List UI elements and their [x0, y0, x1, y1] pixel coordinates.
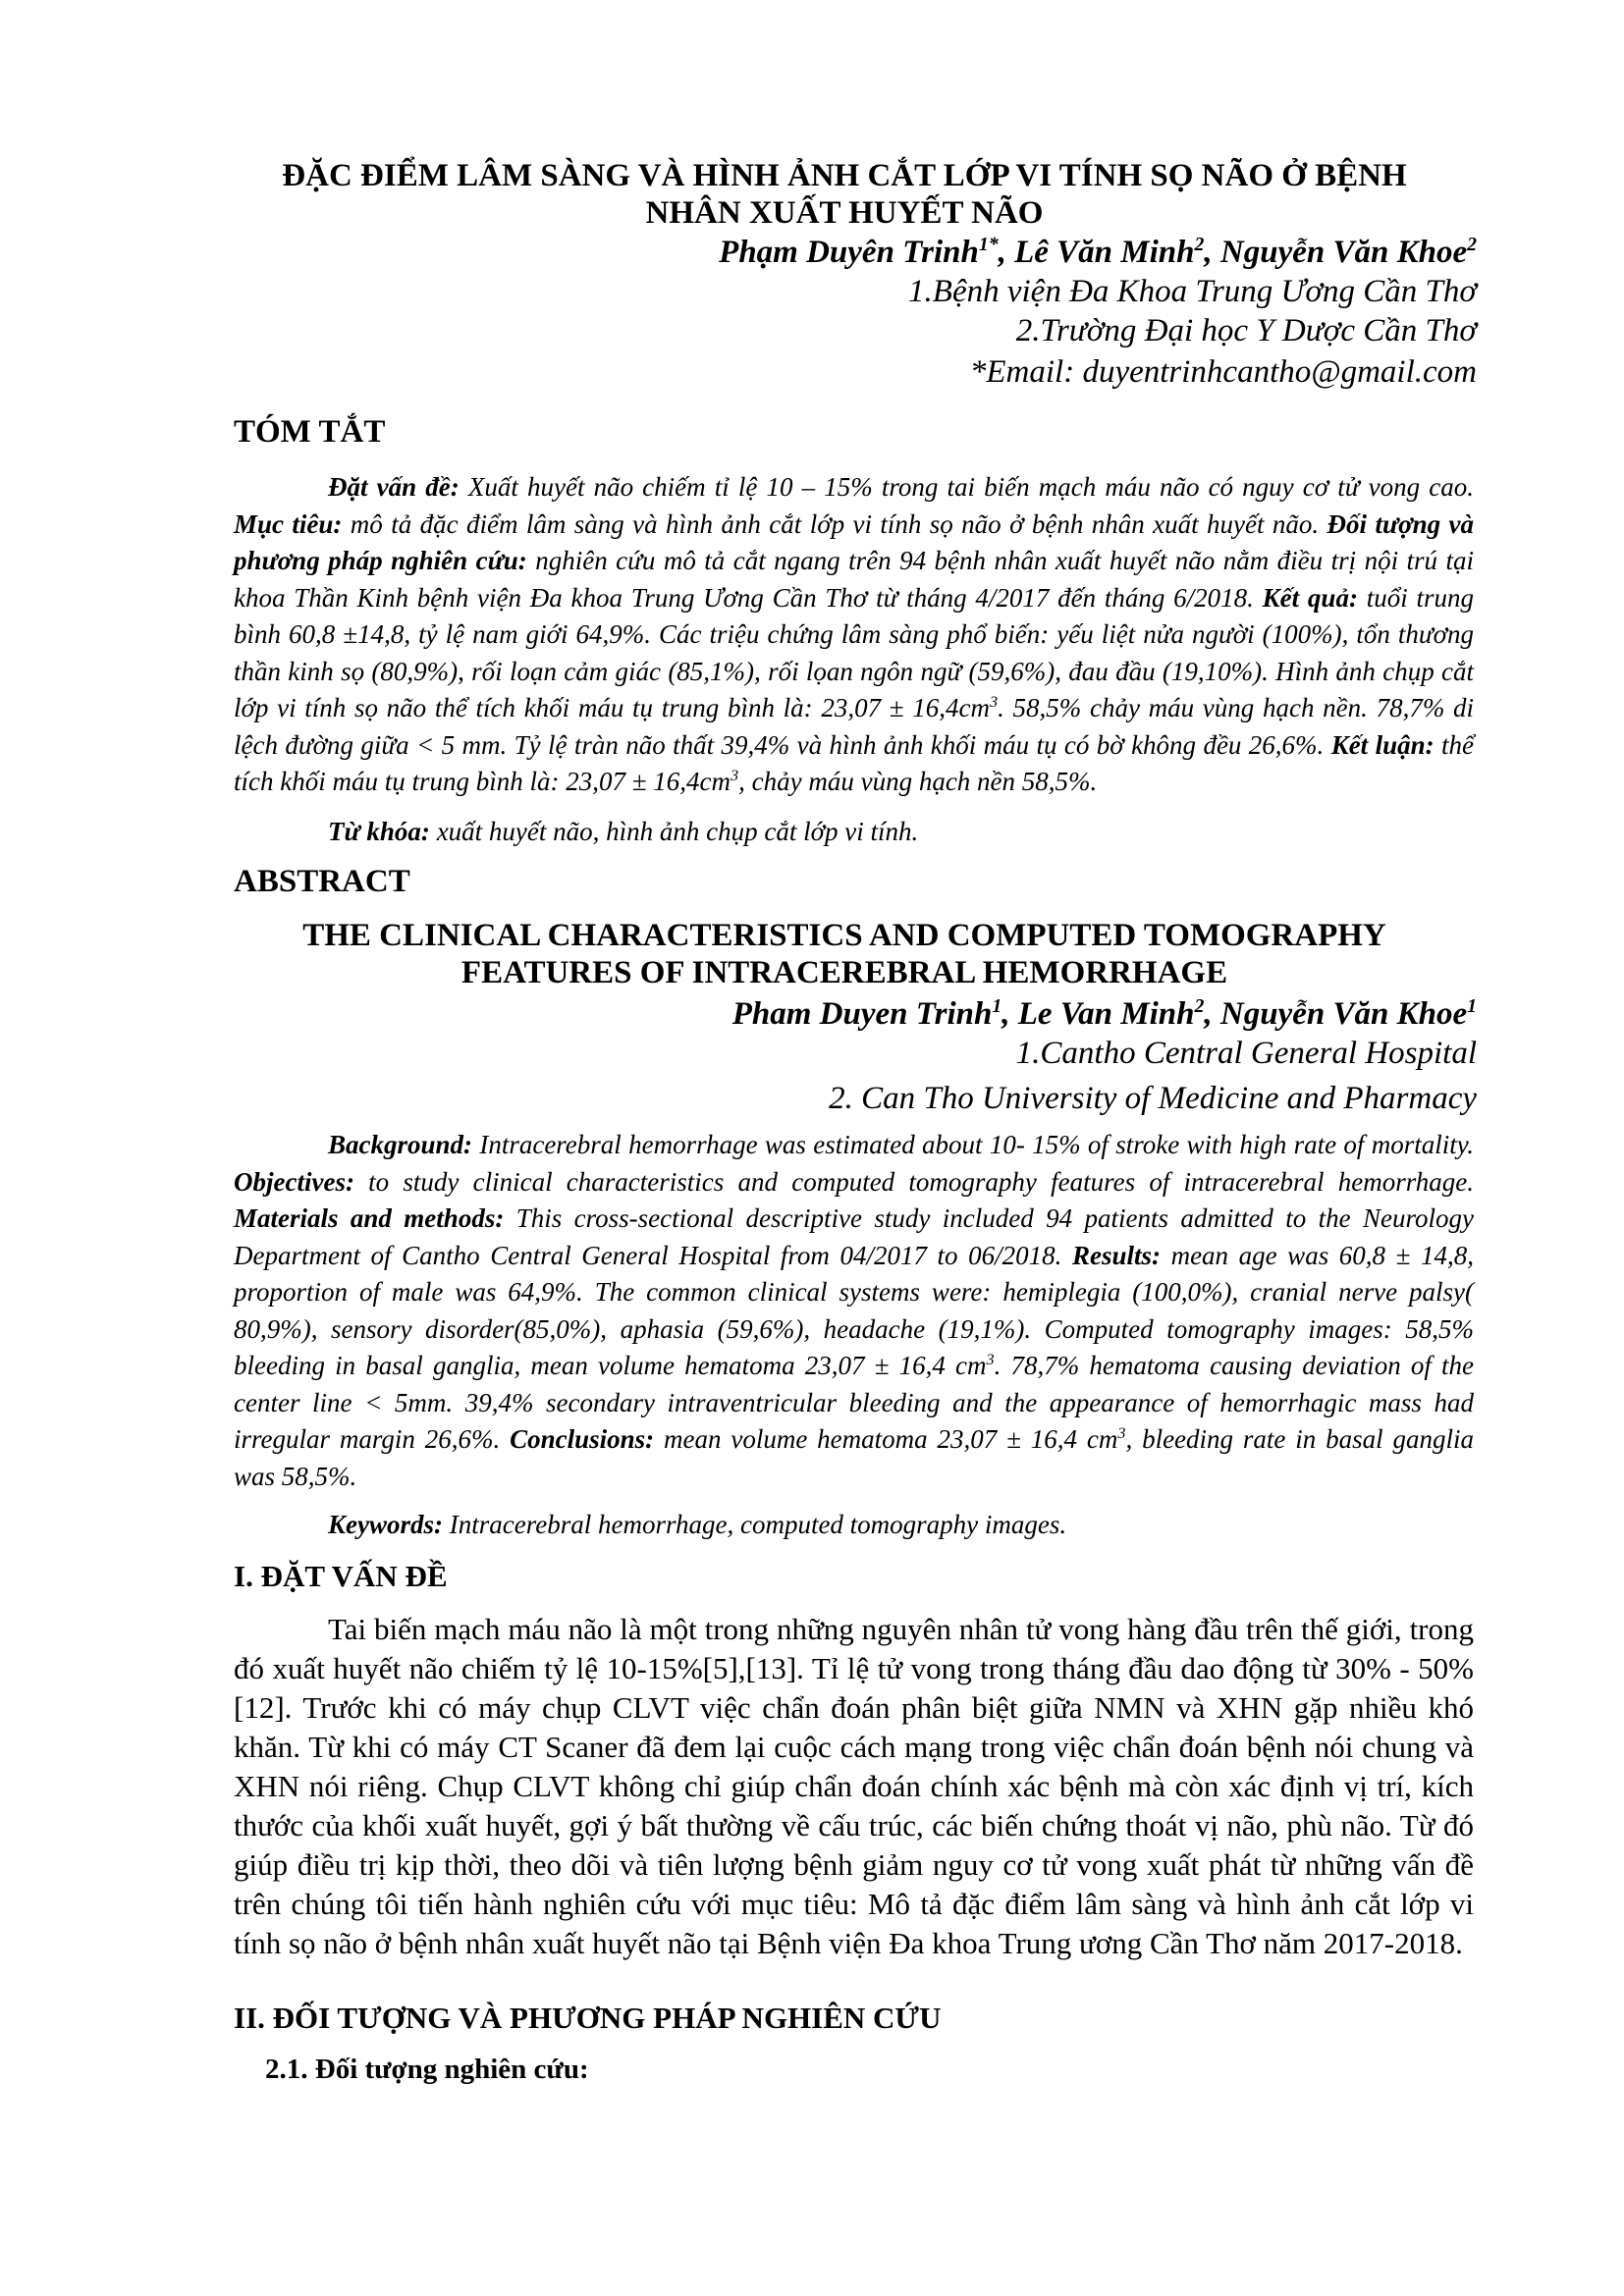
summary-text: Xuất huyết não chiếm tỉ lệ 10 – 15% trong tai biến mạch máu não có nguy cơ tử vong cao. [459, 472, 1474, 502]
title-vi-line-1: ĐẶC ĐIỂM LÂM SÀNG VÀ HÌNH ẢNH CẮT LỚP VI TÍNH SỌ NÃO Ở BỆNH [282, 158, 1407, 193]
abstract-label-background: Background: [328, 1130, 473, 1159]
author-separator: , [998, 235, 1015, 270]
author-separator: , [1001, 996, 1018, 1032]
abstract-label-objectives: Objectives: [234, 1166, 354, 1197]
author-3: Nguyễn Văn Khoe [1219, 235, 1468, 270]
keywords-vi [328, 817, 918, 847]
affiliation-en-1: 1.Cantho Central General Hospital [1015, 1036, 1477, 1071]
author-1-affil: 1 [992, 995, 1002, 1017]
abstract-label-methods: Materials and methods: [234, 1203, 505, 1233]
title-en [216, 917, 1473, 991]
author-2: Le Van Minh [1017, 996, 1195, 1032]
summary-text: nghiên cứu mô tả cắt ngang trên 94 bệnh nhân xuất huyết não nằm điều trị nội trú tại khoa Thần Kinh bệnh viện Đa khoa Trung Ương Cần Thơ từ tháng 4/2017 đến tháng 6/2018. [234, 546, 1474, 613]
summary-label-results: Kết quả: [1262, 582, 1358, 613]
author-1: Pham Duyen Trinh [731, 996, 993, 1032]
abstract-heading: ABSTRACT [234, 864, 410, 899]
title-en-line-1: THE CLINICAL CHARACTERISTICS AND COMPUTED TOMOGRAPHY [302, 918, 1386, 953]
abstract-text: mean age was 60,8 ± 14,8, proportion of male was 64,9%. The common clinical systems were: hemiplegia (100,0%), cranial nerve palsy( 80,9%), sensory disorder(85,0%), aphasia (59,6%), headache (19,1%). Computed tomography images: 58,5% bleeding in basal ganglia, mean volume hematoma 23,07 ± 16,4 cm [234, 1240, 1474, 1380]
abstract-label-conclusions: Conclusions: [510, 1424, 655, 1454]
title-vi-line-2: NHÂN XUẤT HUYẾT NÃO [645, 195, 1044, 231]
affiliation-en-2: 2. Can Tho University of Medicine and Pharmacy [829, 1081, 1477, 1116]
abstract-label-results: Results: [1071, 1240, 1161, 1270]
affiliation-vi-1: 1.Bệnh viện Đa Khoa Trung Ương Cần Thơ [908, 274, 1477, 309]
author-separator: , [1204, 235, 1220, 270]
superscript: 3 [731, 767, 739, 784]
author-3-affil: 1 [1467, 995, 1477, 1017]
summary-label-methods: Đối tượng và phương pháp nghiên cứu: [234, 508, 1475, 575]
abstract-text: to study clinical characteristics and computed tomography features of intracerebral hemorrhage. [353, 1166, 1474, 1197]
summary-text: . 58,5% chảy máu vùng hạch nền. 78,7% di lệch đường giữa < 5 mm. Tỷ lệ tràn não thất 39,4% và hình ảnh khối máu tụ có bờ không đều 26,6%. [234, 693, 1475, 760]
author-3-affil: 2 [1467, 234, 1477, 255]
section-2-heading: II. ĐỐI TƯỢNG VÀ PHƯƠNG PHÁP NGHIÊN CỨU [234, 2001, 942, 2035]
summary-paragraph [234, 469, 1474, 801]
section-1-paragraph: Tai biến mạch máu não là một trong những nguyên nhân tử vong hàng đầu trên thế giới, trong đó xuất huyết não chiếm tỷ lệ 10-15%[5],[13]. Tỉ lệ tử vong trong tháng đầu dao động từ 30% - 50% [12]. Trước khi có máy chụp CLVT việc chẩn đoán phân biệt giữa NMN và XHN gặp nhiều khó khăn. Từ khi có máy CT Scaner đã đem lại cuộc cách mạng trong việc chẩn đoán bệnh nói chung và XHN nói riêng. Chụp CLVT không chỉ giúp chẩn đoán chính xác bệnh mà còn xác định vị trí, kích thước của khối xuất huyết, gợi ý bất thường về cấu trúc, các biến chứng thoát vị não, phù não. Từ đó giúp điều trị kịp thời, theo dõi và tiên lượng bệnh giảm nguy cơ tử vong xuất phát từ những vấn đề trên chúng tôi tiến hành nghiên cứu với mục tiêu: Mô tả đặc điểm lâm sàng và hình ảnh cắt lớp vi tính sọ não ở bệnh nhân xuất huyết não tại Bệnh viện Đa khoa Trung ương Cần Thơ năm 2017-2018. [234, 1612, 1474, 1960]
author-1-affil: 1* [978, 234, 999, 255]
keywords-vi-label: Từ khóa: [328, 817, 430, 846]
author-2-affil: 2 [1194, 995, 1205, 1017]
superscript: 3 [1117, 1424, 1126, 1442]
authors-en [732, 995, 1477, 1033]
affiliation-vi-2: 2.Trường Đại học Y Dược Cần Thơ [1015, 313, 1477, 348]
title-en-line-2: FEATURES OF INTRACEREBRAL HEMORRHAGE [460, 955, 1228, 990]
summary-label-objectives: Mục tiêu: [234, 508, 343, 539]
abstract-text: mean volume hematoma 23,07 ± 16,4 cm [654, 1424, 1118, 1454]
abstract-text: . 78,7% hematoma causing deviation of the center line < 5mm. 39,4% secondary intraventricular bleeding and the appearance of hemorrhagic mass had irregular margin 26,6%. [234, 1351, 1474, 1454]
abstract-text: , bleeding rate in basal ganglia was 58,5%. [234, 1424, 1474, 1491]
summary-text: , chảy máu vùng hạch nền 58,5%. [738, 767, 1098, 796]
author-1: Phạm Duyên Trinh [719, 235, 979, 270]
superscript: 3 [986, 1351, 995, 1368]
keywords-vi-text: xuất huyết não, hình ảnh chụp cắt lớp vi tính. [429, 817, 919, 846]
author-2-affil: 2 [1194, 234, 1205, 255]
summary-text: thể tích khối máu tụ trung bình là: 23,07 ± 16,4cm [234, 729, 1474, 796]
author-3: Nguyễn Văn Khoe [1219, 996, 1468, 1032]
keywords-en-text: Intracerebral hemorrhage, computed tomography images. [443, 1510, 1067, 1539]
email: *Email: duyentrinhcantho@gmail.com [969, 354, 1477, 390]
summary-label-background: Đặt vấn đề: [328, 472, 460, 502]
keywords-en-label: Keywords: [328, 1510, 443, 1539]
author-2: Lê Văn Minh [1014, 235, 1195, 270]
keywords-en [328, 1510, 1066, 1540]
author-separator: , [1204, 996, 1220, 1032]
abstract-text: This cross-sectional descriptive study included 94 patients admitted to the Neurology Department of Cantho Central General Hospital from 04/2017 to 06/2018. [234, 1203, 1474, 1270]
summary-heading: TÓM TẮT [234, 414, 386, 450]
title-vi [216, 157, 1473, 232]
abstract-text: Intracerebral hemorrhage was estimated about 10- 15% of stroke with high rate of mortality. [472, 1130, 1474, 1159]
abstract-paragraph [234, 1127, 1474, 1495]
summary-text: tuổi trung bình 60,8 ±14,8, tỷ lệ nam giới 64,9%. Các triệu chứng lâm sàng phổ biến: yếu liệt nửa người (100%), tổn thương thần kinh sọ (80,9%), rối loạn cảm giác (85,1%), rối lọan ngôn ngữ (59,6%), đau đầu (19,10%). Hình ảnh chụp cắt lớp vi tính sọ não thể tích khối máu tụ trung bình là: 23,07 ± 16,4cm [234, 582, 1474, 722]
summary-label-conclusions: Kết luận: [1330, 729, 1435, 760]
authors-vi [719, 234, 1477, 271]
section-1-heading: I. ĐẶT VẤN ĐỀ [234, 1559, 448, 1593]
summary-text: mô tả đặc điểm lâm sàng và hình ảnh cắt lớp vi tính sọ não ở bệnh nhân xuất huyết não. [342, 508, 1327, 539]
superscript: 3 [990, 693, 999, 711]
section-2-1-heading: 2.1. Đối tượng nghiên cứu: [265, 2054, 589, 2085]
